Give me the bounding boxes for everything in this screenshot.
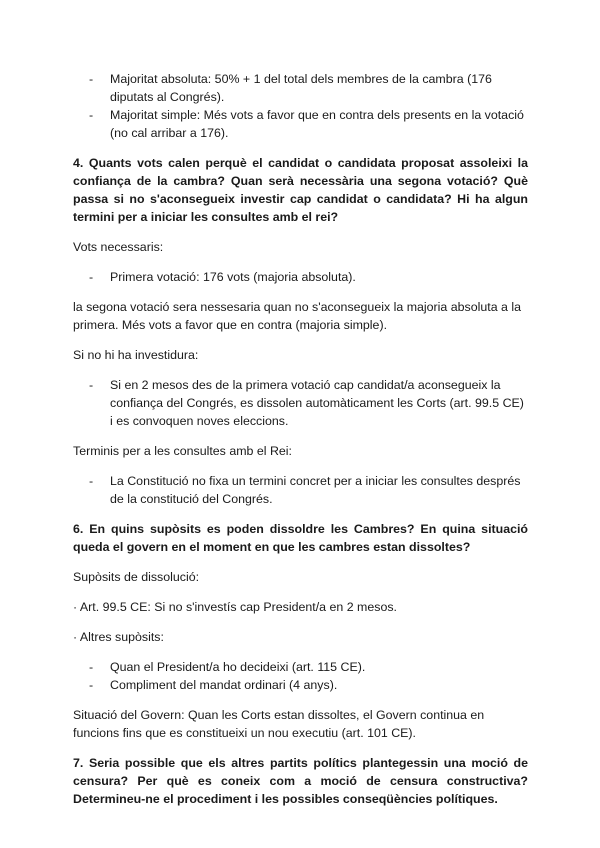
no-investiture-list <box>73 376 528 430</box>
votes-label: Vots necessaris: <box>73 240 164 254</box>
list-item-text: Quan el President/a ho decideixi (art. 115 CE). <box>110 660 366 674</box>
list-item <box>73 70 528 106</box>
list-item <box>73 472 528 508</box>
list-item-text: La Constitució no fixa un termini concret per a iniciar les consultes després de la constitució del Congrés. <box>110 474 521 506</box>
second-vote-paragraph: la segona votació sera nessesaria quan no s'aconsegueix la majoria absoluta a la primera. Més vots a favor que en contra (majoria simple). <box>73 300 522 332</box>
question-6-heading: 6. En quins supòsits es poden dissoldre les Cambres? En quina situació queda el govern en el moment en que les cambres estan dissoltes? <box>73 522 528 554</box>
list-item <box>73 676 528 694</box>
list-item <box>73 268 528 286</box>
other-cases-label: · Altres supòsits: <box>73 630 164 644</box>
dash-bullet: - <box>89 108 94 122</box>
document-page <box>73 70 528 808</box>
list-item <box>73 376 528 430</box>
dash-bullet: - <box>89 474 94 488</box>
list-item-text: Primera votació: 176 vots (majoria absoluta). <box>110 270 356 284</box>
dissolution-case-1: · Art. 99.5 CE: Si no s'investís cap President/a en 2 mesos. <box>73 600 397 614</box>
dissolution-cases-label: Supòsits de dissolució: <box>73 570 200 584</box>
votes-list <box>73 268 528 286</box>
majority-types-list <box>73 70 528 142</box>
dash-bullet: - <box>89 72 94 86</box>
dash-bullet: - <box>89 378 94 392</box>
question-4-heading: 4. Quants vots calen perquè el candidat o candidata proposat assoleixi la confiança de la cambra? Quan serà necessària una segona votació? Què passa si no s'aconsegueix investir cap candidat o candidata? Hi ha algun termini per a iniciar les consultes amb el rei? <box>73 156 528 224</box>
dash-bullet: - <box>89 678 94 692</box>
list-item <box>73 658 528 676</box>
government-situation-paragraph: Situació del Govern: Quan les Corts estan dissoltes, el Govern continua en funcions fins que es constitueixi un nou executiu (art. 101 CE). <box>73 708 485 740</box>
dash-bullet: - <box>89 270 94 284</box>
other-cases-list <box>73 658 528 694</box>
question-7-heading: 7. Seria possible que els altres partits polítics plantegessin una moció de censura? Per què es coneix com a moció de censura constructiva? Determineu-ne el procediment i les possibles conseqüències polítiques. <box>73 756 528 806</box>
list-item-text: Majoritat absoluta: 50% + 1 del total dels membres de la cambra (176 diputats al Congrés). <box>110 72 492 104</box>
list-item-text: Si en 2 mesos des de la primera votació cap candidat/a aconsegueix la confiança del Congrés, es dissolen automàticament les Corts (art. 99.5 CE) i es convoquen noves eleccions. <box>110 378 524 428</box>
deadlines-list <box>73 472 528 508</box>
list-item-text: Majoritat simple: Més vots a favor que en contra dels presents en la votació (no cal arribar a 176). <box>110 108 524 140</box>
list-item-text: Compliment del mandat ordinari (4 anys). <box>110 678 338 692</box>
deadlines-label: Terminis per a les consultes amb el Rei: <box>73 444 292 458</box>
no-investiture-label: Si no hi ha investidura: <box>73 348 199 362</box>
list-item <box>73 106 528 142</box>
dash-bullet: - <box>89 660 94 674</box>
